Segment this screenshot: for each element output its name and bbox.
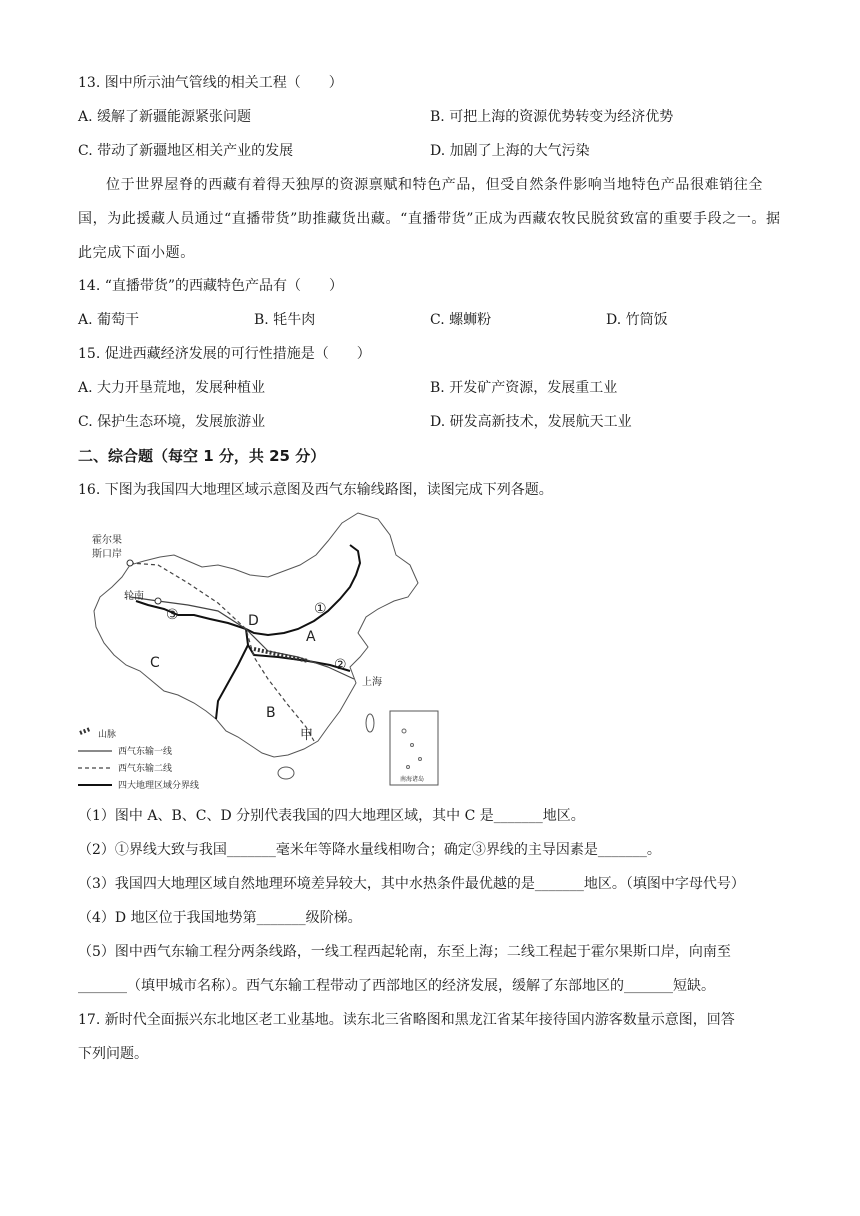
reading-passage <box>78 168 783 270</box>
q13-stem: 13. 图中所示油气管线的相关工程（ ） <box>78 75 343 91</box>
q15-stem: 15. 促进西藏经济发展的可行性措施是（ ） <box>78 346 371 362</box>
legend-line2: 西气东输二线 <box>118 764 173 774</box>
boundary-marker-1: ① <box>314 601 327 617</box>
region-boundary-1 <box>246 545 360 635</box>
place-horgos-1: 霍尔果 <box>92 535 122 546</box>
region-label-c: C <box>150 655 160 671</box>
q14-stem: 14. “直播带货”的西藏特色产品有（ ） <box>78 278 344 294</box>
region-label-a: A <box>306 629 316 645</box>
legend-line1: 西气东输一线 <box>118 747 173 757</box>
place-shanghai: 上海 <box>362 677 382 688</box>
taiwan-island <box>366 714 374 732</box>
legend-boundary: 四大地理区域分界线 <box>118 781 200 791</box>
lunnan-marker <box>155 598 161 604</box>
legend-mountain: 山脉 <box>98 730 117 740</box>
q15-option-d: D. 研发高新技术，发展航天工业 <box>430 414 632 430</box>
q13-option-c: C. 带动了新疆地区相关产业的发展 <box>78 143 294 159</box>
section-heading: 二、综合题（每空 1 分，共 25 分） <box>78 447 326 465</box>
q16-part-2: （2）①界线大致与我国_______毫米年等降水量线相吻合；确定③界线的主导因素是_______。 <box>78 842 661 858</box>
boundary-marker-2: ② <box>334 657 347 673</box>
q16-part-5b: _______（填甲城市名称）。西气东输工程带动了西部地区的经济发展，缓解了东部地区的_______短缺。 <box>78 978 715 994</box>
q13-option-d: D. 加剧了上海的大气污染 <box>430 143 590 159</box>
q17-stem-line-2: 下列问题。 <box>78 1046 148 1062</box>
q16-part-3: （3）我国四大地理区域自然地理环境差异较大，其中水热条件最优越的是_______地区。（填图中字母代号） <box>78 876 745 892</box>
q14-option-b: B. 牦牛肉 <box>254 312 316 328</box>
q13-option-a: A. 缓解了新疆能源紧张问题 <box>78 109 252 125</box>
q14-option-d: D. 竹筒饭 <box>606 312 668 328</box>
q15-option-b: B. 开发矿产资源，发展重工业 <box>430 380 618 396</box>
q16-part-5a: （5）图中西气东输工程分两条线路，一线工程西起轮南，东至上海；二线工程起于霍尔果斯口岸，向南至 <box>78 944 731 960</box>
china-outline <box>94 513 418 757</box>
boundary-marker-3: ③ <box>166 607 179 623</box>
place-horgos-2: 斯口岸 <box>92 549 122 560</box>
q14-option-a: A. 葡萄干 <box>78 312 140 328</box>
passage-text: 位于世界屋脊的西藏有着得天独厚的资源禀赋和特色产品，但受自然条件影响当地特色产品很难销往全国，为此援藏人员通过“直播带货”助推藏货出藏。“直播带货”正成为西藏农牧民脱贫致富的重要手段之一。据此完成下面小题。 <box>78 177 781 261</box>
inset-box <box>390 711 438 785</box>
hainan-island <box>278 767 294 779</box>
place-jia: 甲 <box>300 728 314 743</box>
china-regions-map <box>78 505 448 795</box>
region-boundary-west <box>216 645 248 719</box>
inset-label: 南海诸岛 <box>400 776 425 783</box>
map-svg <box>78 505 448 795</box>
region-label-d: D <box>248 613 259 629</box>
q17-stem-line-1: 17. 新时代全面振兴东北地区老工业基地。读东北三省略图和黑龙江省某年接待国内游客数量示意图，回答 <box>78 1012 735 1028</box>
q14-option-c: C. 螺蛳粉 <box>430 312 492 328</box>
horgos-marker <box>127 560 133 566</box>
q16-stem: 16. 下图为我国四大地理区域示意图及西气东输线路图，读图完成下列各题。 <box>78 482 553 498</box>
q16-part-4: （4）D 地区位于我国地势第_______级阶梯。 <box>78 910 362 926</box>
q16-part-1: （1）图中 A、B、C、D 分别代表我国的四大地理区域，其中 C 是_______地区。 <box>78 808 585 824</box>
legend-mountain-symbol <box>80 729 90 733</box>
q15-option-c: C. 保护生态环境，发展旅游业 <box>78 414 266 430</box>
region-label-b: B <box>266 705 276 721</box>
q13-option-b: B. 可把上海的资源优势转变为经济优势 <box>430 109 674 125</box>
pipeline-line-2 <box>130 563 314 741</box>
q15-option-a: A. 大力开垦荒地，发展种植业 <box>78 380 266 396</box>
place-lunnan: 轮南 <box>124 591 144 602</box>
